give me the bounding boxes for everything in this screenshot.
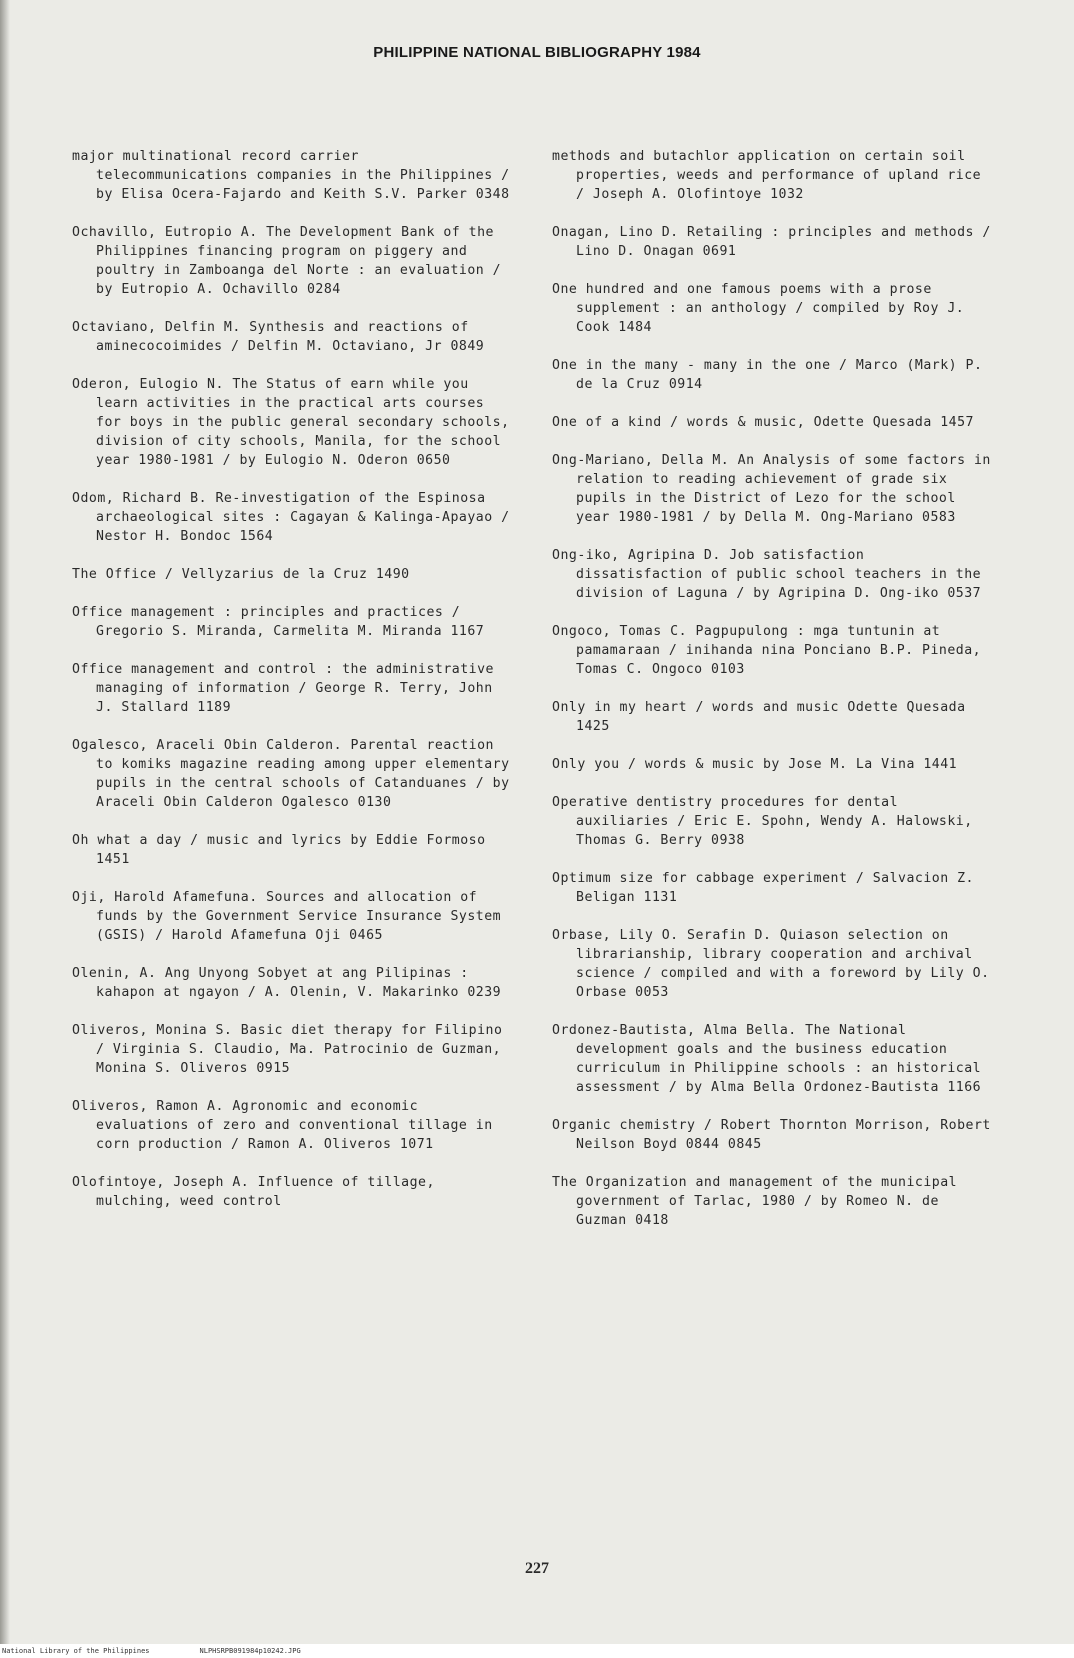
footer-file-code: NLPHSRPB091984p10242.JPG bbox=[199, 1647, 301, 1655]
bibliography-entry: Ong-Mariano, Della M. An Analysis of some factors in relation to reading achievement of grade six pupils in the District of Lezo for the school year 1980-1981 / by Della M. Ong-Mariano 0583 bbox=[552, 453, 991, 525]
bibliography-entry: Oliveros, Monina S. Basic diet therapy for Filipino / Virginia S. Claudio, Ma. Patrocinio de Guzman, Monina S. Oliveros 0915 bbox=[72, 1023, 503, 1076]
bibliography-entry: The Office / Vellyzarius de la Cruz 1490 bbox=[72, 567, 410, 582]
footer-library: National Library of the Philippines bbox=[2, 1647, 150, 1655]
bibliography-entry: Oliveros, Ramon A. Agronomic and economic evaluations of zero and conventional tillage in corn production / Ramon A. Oliveros 1071 bbox=[72, 1099, 493, 1152]
page-edge-shadow bbox=[0, 0, 10, 1658]
bibliography-entry: Orbase, Lily O. Serafin D. Quiason selection on librarianship, library cooperation and archival science / compiled and with a foreword by Lily O. Orbase 0053 bbox=[552, 928, 990, 1000]
left-column bbox=[72, 147, 512, 1230]
bibliography-entry: Ordonez-Bautista, Alma Bella. The National development goals and the business education curriculum in Philippine schools : an historical assessment / by Alma Bella Ordonez-Bautista 1166 bbox=[552, 1023, 982, 1095]
page-number: 227 bbox=[525, 1560, 549, 1577]
bibliography-entry: methods and butachlor application on certain soil properties, weeds and performance of upland rice / Joseph A. Olofintoye 1032 bbox=[552, 149, 982, 202]
bibliography-entry: Office management : principles and practices / Gregorio S. Miranda, Carmelita M. Miranda 1167 bbox=[72, 605, 485, 639]
bibliography-entry: Oh what a day / music and lyrics by Eddie Formoso 1451 bbox=[72, 833, 486, 867]
bibliography-entry: One hundred and one famous poems with a prose supplement : an anthology / compiled by Roy J. Cook 1484 bbox=[552, 282, 965, 335]
page-header: PHILIPPINE NATIONAL BIBLIOGRAPHY 1984 bbox=[373, 44, 701, 61]
bibliography-entry: major multinational record carrier telecommunications companies in the Philippines / by Elisa Ocera-Fajardo and Keith S.V. Parker 0348 bbox=[72, 149, 510, 202]
bibliography-entry: Operative dentistry procedures for dental auxiliaries / Eric E. Spohn, Wendy A. Halowski, Thomas G. Berry 0938 bbox=[552, 795, 973, 848]
bibliography-entry: Octaviano, Delfin M. Synthesis and reactions of aminecocoimides / Delfin M. Octaviano, Jr 0849 bbox=[72, 320, 485, 354]
bibliography-entry: Ogalesco, Araceli Obin Calderon. Parental reaction to komiks magazine reading among upper elementary pupils in the central schools of Catanduanes / by Araceli Obin Calderon Ogalesco 0130 bbox=[72, 738, 510, 810]
bibliography-entry: One in the many - many in the one / Marco (Mark) P. de la Cruz 0914 bbox=[552, 358, 983, 392]
bibliography-entry: The Organization and management of the municipal government of Tarlac, 1980 / by Romeo N. de Guzman 0418 bbox=[552, 1175, 958, 1228]
bibliography-entry: Ochavillo, Eutropio A. The Development Bank of the Philippines financing program on piggery and poultry in Zamboanga del Norte : an evaluation / by Eutropio A. Ochavillo 0284 bbox=[72, 225, 502, 297]
bibliography-entry: Onagan, Lino D. Retailing : principles and methods / Lino D. Onagan 0691 bbox=[552, 225, 991, 259]
bibliography-entry: Oderon, Eulogio N. The Status of earn while you learn activities in the practical arts courses for boys in the public general secondary schools, division of city schools, Manila, for the school year 1980-1981 / by Eulogio N. Oderon 0650 bbox=[72, 377, 510, 468]
bibliography-entry: Ong-iko, Agripina D. Job satisfaction dissatisfaction of public school teachers in the division of Laguna / by Agripina D. Ong-iko 0537 bbox=[552, 548, 982, 601]
bibliography-entry: Odom, Richard B. Re-investigation of the Espinosa archaeological sites : Cagayan & Kalinga-Apayao / Nestor H. Bondoc 1564 bbox=[72, 491, 510, 544]
bibliography-entry: Office management and control : the administrative managing of information / George R. Terry, John J. Stallard 1189 bbox=[72, 662, 494, 715]
bibliography-entry: Olenin, A. Ang Unyong Sobyet at ang Pilipinas : kahapon at ngayon / A. Olenin, V. Makarinko 0239 bbox=[72, 966, 502, 1000]
bibliography-entry: Only in my heart / words and music Odette Quesada 1425 bbox=[552, 700, 966, 734]
bibliography-entry: One of a kind / words & music, Odette Quesada 1457 bbox=[552, 415, 974, 430]
bibliography-entry: Optimum size for cabbage experiment / Salvacion Z. Beligan 1131 bbox=[552, 871, 974, 905]
bibliography-entry: Oji, Harold Afamefuna. Sources and allocation of funds by the Government Service Insurance System (GSIS) / Harold Afamefuna Oji 0465 bbox=[72, 890, 502, 943]
bibliography-entry: Olofintoye, Joseph A. Influence of tillage, mulching, weed control bbox=[72, 1175, 435, 1209]
right-column bbox=[552, 147, 992, 1249]
bibliography-entry: Ongoco, Tomas C. Pagpupulong : mga tuntunin at pamamaraan / inihanda nina Ponciano B.P. Pineda, Tomas C. Ongoco 0103 bbox=[552, 624, 982, 677]
scan-footer bbox=[0, 1644, 1074, 1658]
bibliography-entry: Organic chemistry / Robert Thornton Morrison, Robert Neilson Boyd 0844 0845 bbox=[552, 1118, 991, 1152]
bibliography-entry: Only you / words & music by Jose M. La Vina 1441 bbox=[552, 757, 958, 772]
